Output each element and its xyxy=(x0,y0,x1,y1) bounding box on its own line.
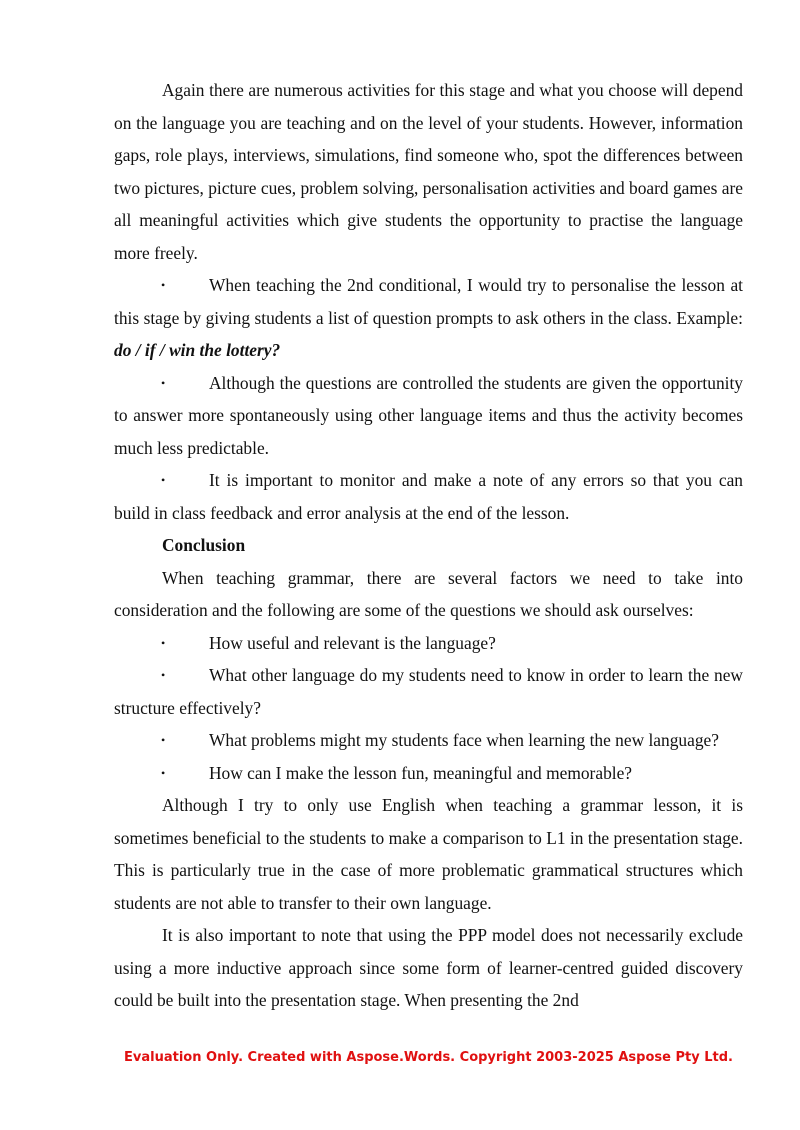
bullet-text: Although the questions are controlled the students are given the opportunity to answer more spontaneously using other language items and thus the activity becomes much less predictable. xyxy=(114,372,743,458)
bullet-icon: • xyxy=(161,635,166,650)
question-item-fun xyxy=(114,757,743,790)
paragraph-conclusion: When teaching grammar, there are several factors we need to take into consideration and the following are some of the questions we should ask ourselves: xyxy=(114,567,743,620)
section-heading: Conclusion xyxy=(162,535,246,555)
bullet-text: What other language do my students need to know in order to learn the new structure effectively? xyxy=(114,665,743,718)
question-item-problems xyxy=(114,724,743,757)
bullet-icon: • xyxy=(161,765,166,780)
bullet-text: It is important to monitor and make a note of any errors so that you can build in class feedback and error analysis at the end of the lesson. xyxy=(114,470,743,523)
paragraph-l1-comparison: Although I try to only use English when teaching a grammar lesson, it is sometimes beneficial to the students to make a comparison to L1 in the presentation stage. This is particularly true in the case of more problematic grammatical structures which students are not able to transfer to their own language. xyxy=(114,795,743,913)
bullet-item-conditional xyxy=(114,269,743,367)
question-item-useful xyxy=(114,627,743,660)
paragraph-ppp-model: It is also important to note that using the PPP model does not necessarily exclude using a more inductive approach since some form of learner-centred guided discovery could be built into the presentation stage. When presenting the 2nd xyxy=(114,925,743,1010)
document-page xyxy=(114,74,743,1017)
bullet-text: What problems might my students face when learning the new language? xyxy=(209,730,719,750)
bullet-text: When teaching the 2nd conditional, I would try to personalise the lesson at this stage by giving students a list of question prompts to ask others in the class. Example: xyxy=(114,275,743,328)
bullet-icon: • xyxy=(161,668,166,682)
bullet-item-monitor xyxy=(114,464,743,529)
question-item-other-language xyxy=(114,659,743,724)
paragraph-activities: Again there are numerous activities for this stage and what you choose will depend on the language you are teaching and on the level of your students. However, information gaps, role plays, interviews, simulations, find someone who, spot the differences between two pictures, picture cues, problem solving, personalisation activities and board games are all meaningful activities which give students the opportunity to practise the language more freely. xyxy=(114,80,743,263)
bullet-text: How useful and relevant is the language? xyxy=(209,632,496,653)
bullet-text: How can I make the lesson fun, meaningful and memorable? xyxy=(209,762,633,783)
bullet-icon: • xyxy=(161,375,166,390)
bullet-icon: • xyxy=(161,473,166,487)
bullet-icon: • xyxy=(161,733,166,747)
bullet-item-controlled xyxy=(114,367,743,465)
evaluation-watermark: Evaluation Only. Created with Aspose.Words. Copyright 2003-2025 Aspose Pty Ltd. xyxy=(124,1050,733,1065)
bullet-icon: • xyxy=(161,278,166,292)
example-prompt: do / if / win the lottery? xyxy=(114,340,281,360)
